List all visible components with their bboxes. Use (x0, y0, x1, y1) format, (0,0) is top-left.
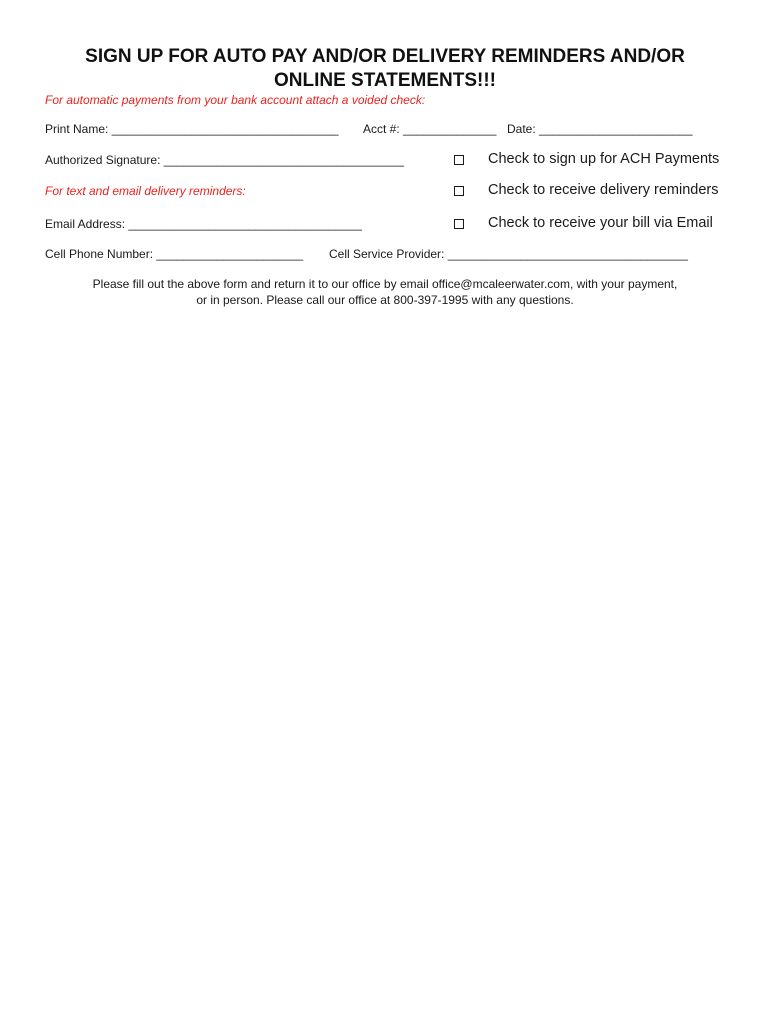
email-bill-checkbox-label: Check to receive your bill via Email (488, 215, 713, 231)
footer-instructions-line-1: Please fill out the above form and return it to our office by email office@mcaleerwater.com, with your payment, (92, 277, 678, 291)
footer-instructions-line-2: or in person. Please call our office at 800-397-1995 with any questions. (196, 293, 574, 307)
email-address-field[interactable]: Email Address: ___________________________________ (45, 217, 362, 231)
reminders-note: For text and email delivery reminders: (45, 184, 246, 198)
ach-checkbox[interactable] (454, 155, 464, 165)
email-bill-checkbox[interactable] (454, 219, 464, 229)
date-field[interactable]: Date: _______________________ (507, 122, 693, 136)
ach-checkbox-label: Check to sign up for ACH Payments (488, 151, 720, 167)
reminders-checkbox[interactable] (454, 186, 464, 196)
form-title-line-2: ONLINE STATEMENTS!!! (274, 70, 496, 91)
form-title-line-1: SIGN UP FOR AUTO PAY AND/OR DELIVERY REMINDERS AND/OR (85, 46, 685, 67)
cell-provider-field[interactable]: Cell Service Provider: ____________________________________ (329, 247, 688, 261)
authorized-signature-field[interactable]: Authorized Signature: ____________________________________ (45, 153, 404, 167)
cell-phone-field[interactable]: Cell Phone Number: ______________________ (45, 247, 304, 261)
account-number-field[interactable]: Acct #: ______________ (363, 122, 497, 136)
reminders-checkbox-label: Check to receive delivery reminders (488, 182, 719, 198)
auto-payment-note: For automatic payments from your bank account attach a voided check: (45, 93, 426, 107)
print-name-field[interactable]: Print Name: __________________________________ (45, 122, 339, 136)
